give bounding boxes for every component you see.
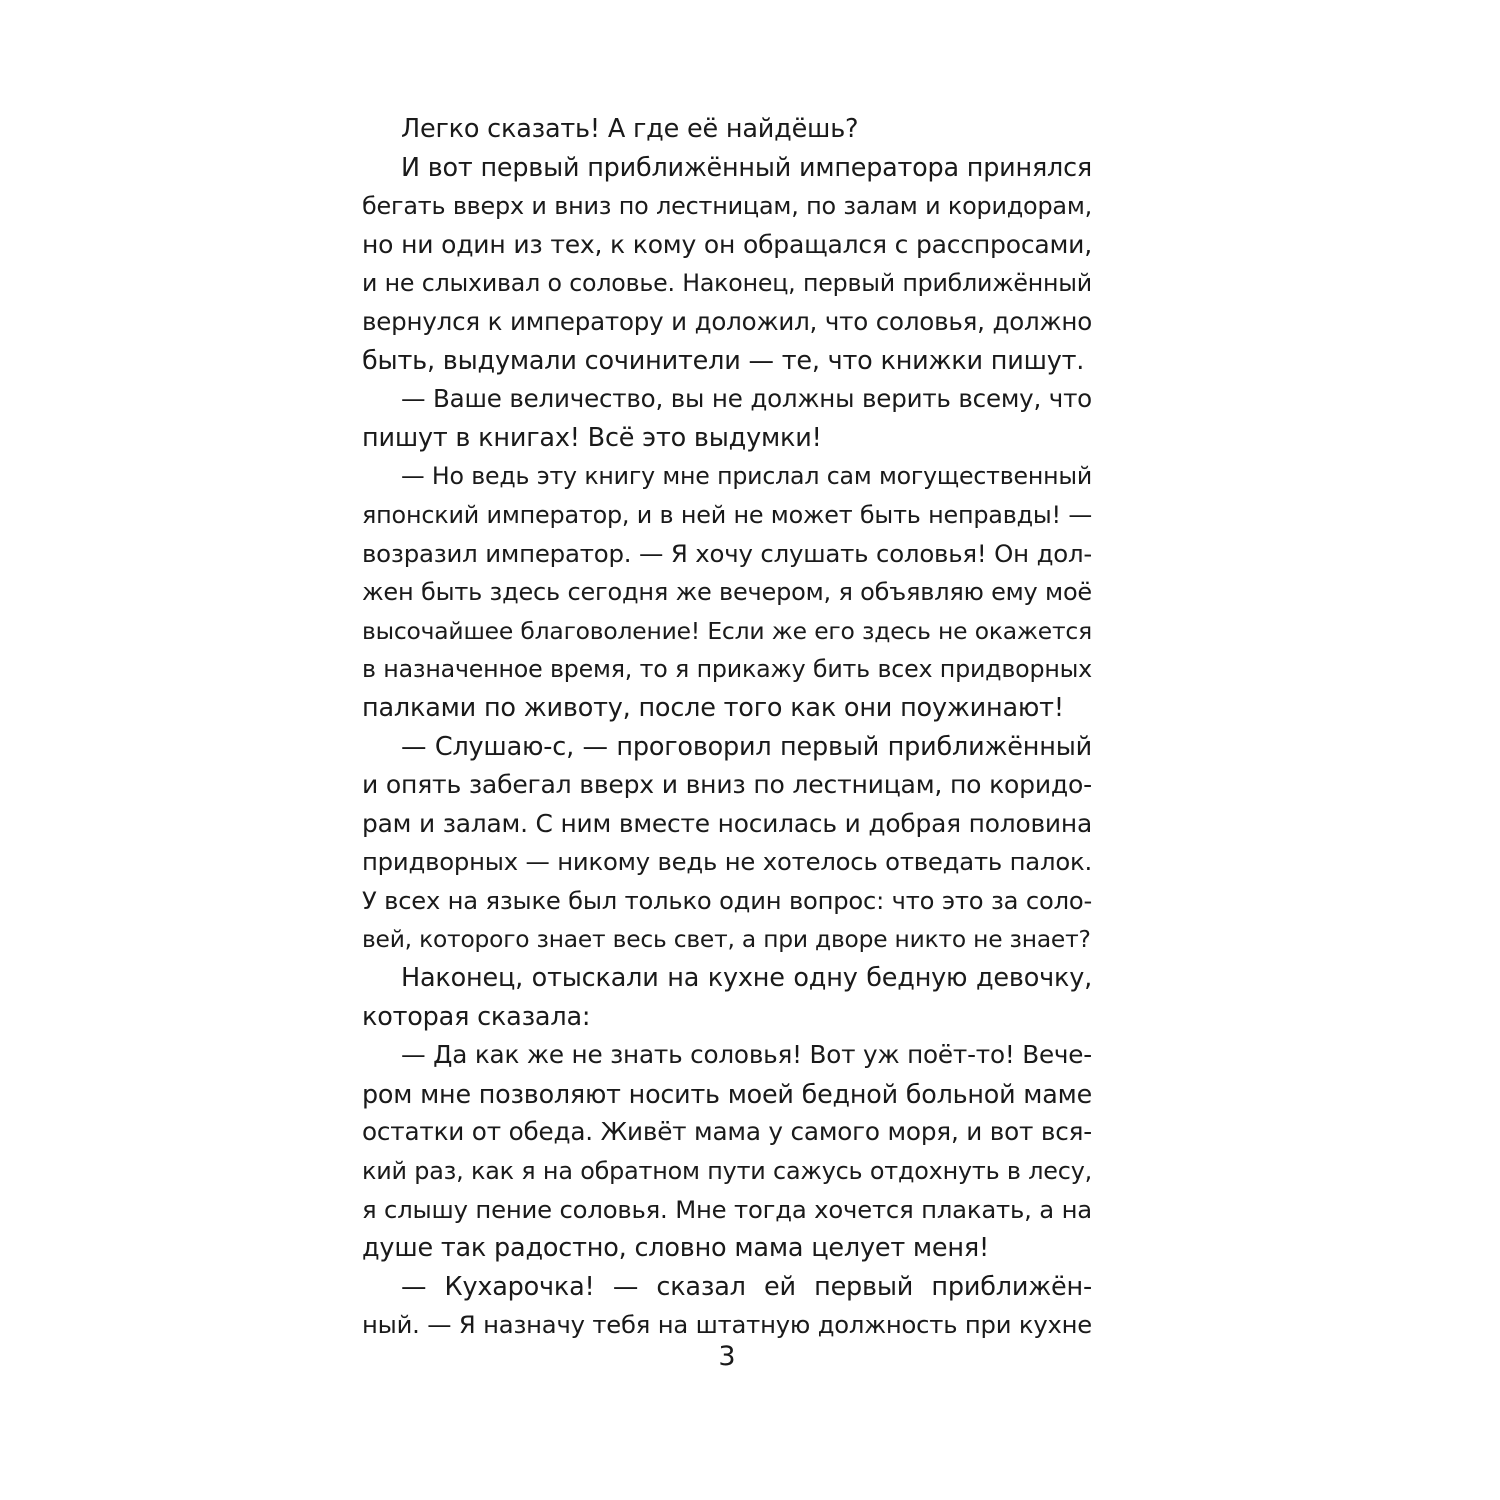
- text-line: палками по животу, после того как они поужинают!: [362, 692, 1064, 723]
- text-line: в назначенное время, то я прикажу бить всех придворных: [362, 655, 1092, 684]
- text-line: вей, которого знает весь свет, а при дворе никто не знает?: [362, 925, 1091, 954]
- page-number: 3: [718, 1341, 736, 1372]
- text-line: японский император, и в ней не может быть неправды! —: [362, 500, 1092, 529]
- text-line: остатки от обеда. Живёт мама у самого моря, и вот вся-: [362, 1117, 1092, 1147]
- text-line: и не слыхивал о соловье. Наконец, первый приближённый: [362, 269, 1092, 298]
- text-line: возразил император. — Я хочу слушать соловья! Он дол-: [362, 538, 1092, 568]
- text-line: — Ваше величество, вы не должны верить всему, что: [401, 384, 1092, 414]
- text-line: бегать вверх и вниз по лестницам, по залам и коридорам,: [362, 192, 1092, 221]
- text-line: У всех на языке был только один вопрос: что это за соло-: [362, 886, 1092, 915]
- text-line: ром мне позволяют носить моей бедной больной маме: [362, 1078, 1092, 1109]
- text-line: — Кухарочка! — сказал ей первый приближён-: [401, 1271, 1092, 1302]
- text-line: быть, выдумали сочинители — те, что книжки пишут.: [362, 345, 1085, 376]
- text-line: пишут в книгах! Всё это выдумки!: [362, 422, 822, 453]
- body-text: [362, 110, 1092, 1345]
- text-line: вернулся к императору и доложил, что соловья, должно: [362, 306, 1092, 336]
- text-line: ный. — Я назначу тебя на штатную должность при кухне: [362, 1310, 1092, 1340]
- text-line: высочайшее благоволение! Если же его здесь не окажется: [362, 616, 1092, 645]
- text-line: кий раз, как я на обратном пути сажусь отдохнуть в лесу,: [362, 1157, 1092, 1186]
- text-line: душе так радостно, словно мама целует меня!: [362, 1233, 990, 1264]
- text-line: Легко сказать! А где её найдёшь?: [401, 114, 859, 144]
- text-line: — Но ведь эту книгу мне прислал сам могущественный: [401, 462, 1092, 491]
- text-line: придворных — никому ведь не хотелось отведать палок.: [362, 847, 1092, 877]
- text-line: и опять забегал вверх и вниз по лестницам, по коридо-: [362, 770, 1092, 800]
- text-line: но ни один из тех, к кому он обращался с расспросами,: [362, 229, 1092, 259]
- text-line: жен быть здесь сегодня же вечером, я объявляю ему моё: [362, 578, 1092, 607]
- text-line: я слышу пение соловья. Мне тогда хочется плакать, а на: [362, 1194, 1092, 1224]
- text-line: которая сказала:: [362, 1001, 591, 1032]
- text-line: рам и залам. С ним вместе носилась и добрая половина: [362, 808, 1092, 838]
- text-line: — Да как же не знать соловья! Вот уж поёт-то! Вече-: [401, 1040, 1092, 1070]
- text-line: Наконец, отыскали на кухне одну бедную девочку,: [401, 963, 1092, 994]
- book-page: [362, 110, 1092, 1390]
- text-line: — Слушаю-с, — проговорил первый приближённый: [401, 731, 1092, 762]
- text-line: И вот первый приближённый императора принялся: [401, 152, 1092, 183]
